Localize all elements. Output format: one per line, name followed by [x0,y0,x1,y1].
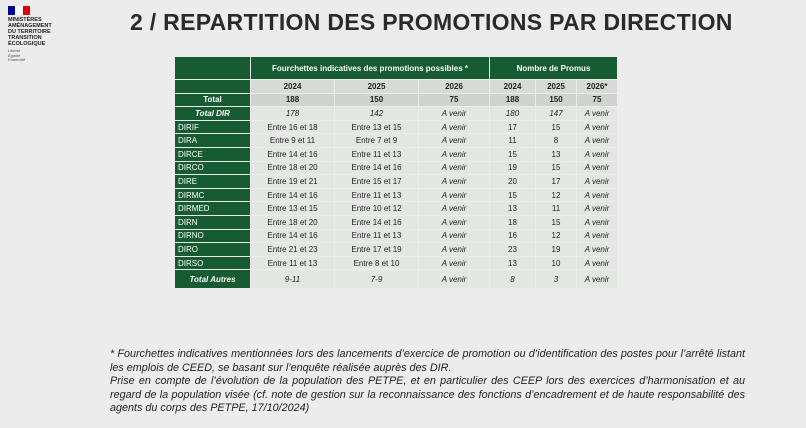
cell: A venir [419,162,489,175]
cell: Entre 14 et 16 [251,189,334,202]
year-header: 2024 [251,80,334,93]
cell: A venir [577,243,617,256]
table-row [175,148,617,161]
table-row [175,230,617,243]
table-row [175,216,617,229]
cell: A venir [419,257,489,270]
cell: A venir [419,121,489,134]
cell: 13 [536,148,576,161]
cell: 15 [490,189,535,202]
row-label: DIRNO [175,230,250,243]
cell: 16 [490,230,535,243]
table-row [175,243,617,256]
cell: 3 [536,270,576,288]
cell: 15 [536,216,576,229]
cell: 12 [536,230,576,243]
table-row [175,189,617,202]
cell: Entre 10 et 12 [335,202,418,215]
year-corner [175,80,250,93]
cell: A venir [419,270,489,288]
cell: 9-11 [251,270,334,288]
table-row [175,121,617,134]
cell: 150 [536,94,576,107]
cell: A venir [577,107,617,120]
cell: 15 [490,148,535,161]
footnote [110,348,745,416]
row-label: DIRO [175,243,250,256]
year-header: 2026* [577,80,617,93]
table-row [175,134,617,147]
cell: Entre 18 et 20 [251,216,334,229]
cell: Entre 14 et 16 [335,162,418,175]
cell: 18 [490,216,535,229]
cell: 17 [536,175,576,188]
french-flag-icon [8,6,30,15]
cell: A venir [577,148,617,161]
header-ranges: Fourchettes indicatives des promotions possibles * [251,57,489,79]
cell: Entre 9 et 11 [251,134,334,147]
cell: 23 [490,243,535,256]
cell: 13 [490,202,535,215]
footnote-ranges: * Fourchettes indicatives mentionnées lors des lancements d’exercice de promotion ou d’identification des postes pour l’arrêté listant les emplois de CEED, se basant sur l’enquête réalisée auprès des DIR. [110,348,745,374]
header-corner [175,57,250,79]
cell: 147 [536,107,576,120]
cell: Entre 7 et 9 [335,134,418,147]
cell: 7-9 [335,270,418,288]
total-dir-row [175,107,617,120]
header-promus: Nombre de Promus [490,57,617,79]
cell: A venir [419,134,489,147]
cell: A venir [577,162,617,175]
cell: Entre 13 et 15 [251,202,334,215]
page-title: 2 / REPARTITION DES PROMOTIONS PAR DIRECTION [130,9,733,35]
cell: Entre 14 et 16 [335,216,418,229]
cell: A venir [419,243,489,256]
table-row [175,202,617,215]
cell: A venir [577,216,617,229]
cell: 11 [490,134,535,147]
promotions-table [174,56,618,289]
row-label: DIRE [175,175,250,188]
row-label: Total DIR [175,107,250,120]
cell: A venir [577,189,617,202]
cell: A venir [577,134,617,147]
cell: 15 [536,121,576,134]
cell: A venir [577,230,617,243]
republic-motto: Liberté Égalité Fraternité [8,48,26,62]
row-label: DIRCE [175,148,250,161]
row-label: Total Autres [175,270,250,288]
row-label: DIRA [175,134,250,147]
cell: 13 [490,257,535,270]
cell: Entre 14 et 16 [251,148,334,161]
year-header: 2025 [536,80,576,93]
cell: Entre 11 et 13 [335,189,418,202]
total-row [175,94,617,107]
cell: 10 [536,257,576,270]
cell: Entre 15 et 17 [335,175,418,188]
cell: A venir [577,121,617,134]
cell: Entre 18 et 20 [251,162,334,175]
cell: 12 [536,189,576,202]
cell: 178 [251,107,334,120]
cell: Entre 11 et 13 [335,230,418,243]
ministry-name: MINISTÈRES AMÉNAGEMENT DU TERRITOIRE TRANSITION ÉCOLOGIQUE [8,17,52,47]
cell: Entre 17 et 19 [335,243,418,256]
cell: Entre 8 et 10 [335,257,418,270]
cell: 19 [490,162,535,175]
cell: A venir [419,189,489,202]
cell: Entre 11 et 13 [335,148,418,161]
row-label: DIRMED [175,202,250,215]
row-label: DIRN [175,216,250,229]
cell: 8 [490,270,535,288]
total-autres-row [175,270,617,288]
year-header: 2024 [490,80,535,93]
cell: Entre 11 et 13 [251,257,334,270]
footnote-evolution: Prise en compte de l’évolution de la population des PETPE, et en particulier des CEEP lors des exercices d’harmonisation et au regard de la population visée (cf. note de gestion sur la reconnaissance des fonctions d’encadrement et de haute responsabilité des agents du corps des PETPE, 17/10/2024) [110,375,745,414]
cell: A venir [419,175,489,188]
year-header: 2025 [335,80,418,93]
cell: 75 [419,94,489,107]
cell: A venir [419,148,489,161]
cell: 15 [536,162,576,175]
cell: A venir [419,216,489,229]
cell: Entre 13 et 15 [335,121,418,134]
cell: 188 [490,94,535,107]
cell: 188 [251,94,334,107]
cell: 17 [490,121,535,134]
cell: 142 [335,107,418,120]
cell: Entre 16 et 18 [251,121,334,134]
table-row [175,162,617,175]
row-label: DIRMC [175,189,250,202]
cell: A venir [577,175,617,188]
cell: 75 [577,94,617,107]
cell: A venir [419,230,489,243]
cell: A venir [577,202,617,215]
cell: 150 [335,94,418,107]
cell: 19 [536,243,576,256]
cell: 11 [536,202,576,215]
cell: Entre 21 et 23 [251,243,334,256]
cell: Entre 19 et 21 [251,175,334,188]
row-label: DIRSO [175,257,250,270]
row-label: DIRCO [175,162,250,175]
cell: A venir [577,270,617,288]
row-label: Total [175,94,250,107]
cell: 180 [490,107,535,120]
year-header: 2026 [419,80,489,93]
cell: A venir [419,202,489,215]
row-label: DIRIF [175,121,250,134]
table-row [175,257,617,270]
ministry-logo [8,6,88,63]
cell: A venir [419,107,489,120]
cell: 8 [536,134,576,147]
cell: A venir [577,257,617,270]
cell: 20 [490,175,535,188]
cell: Entre 14 et 16 [251,230,334,243]
table-row [175,175,617,188]
